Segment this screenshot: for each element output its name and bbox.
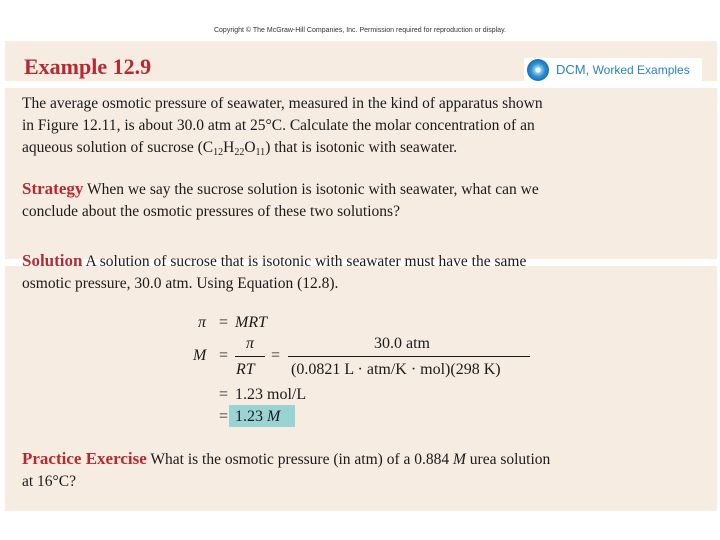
solution-line xyxy=(22,250,526,273)
strategy-text: When we say the sucrose solution is isotonic with seawater, what can we xyxy=(86,181,539,198)
fraction-bar xyxy=(235,356,265,357)
result-molarity: 1.23 mol/L xyxy=(235,386,307,403)
practice-line xyxy=(22,448,550,471)
final-answer xyxy=(235,408,280,426)
mrt-term: MRT xyxy=(235,314,267,331)
problem-text: aqueous solution of sucrose (C xyxy=(22,139,214,156)
practice-section xyxy=(22,448,550,493)
hydrogen-subscript: 22 xyxy=(234,147,245,158)
problem-statement xyxy=(22,93,543,159)
equals-sign: = xyxy=(219,386,229,403)
carbon-subscript: 12 xyxy=(213,147,224,158)
problem-line: in Figure 12.11, is about 30.0 atm at 25°C. Calculate the molar concentration of an xyxy=(22,117,535,134)
dcm-worked-examples-link[interactable] xyxy=(524,58,702,82)
practice-line: at 16°C? xyxy=(22,473,76,490)
final-answer-unit: M xyxy=(267,408,281,425)
solution-section xyxy=(22,250,526,295)
fraction-denominator-rt: RT xyxy=(236,361,255,378)
fraction-denominator: (0.0821 L · atm/K · mol)(298 K) xyxy=(291,361,501,378)
divider-band xyxy=(5,81,717,88)
equals-sign: = xyxy=(219,408,229,425)
solution-heading: Solution xyxy=(22,251,83,270)
cd-disc-icon xyxy=(527,59,549,81)
problem-line: The average osmotic pressure of seawater, measured in the kind of apparatus shown xyxy=(22,95,543,112)
strategy-line xyxy=(22,178,539,201)
equals-sign: = xyxy=(219,314,229,331)
dcm-label xyxy=(556,62,690,77)
example-title: Example 12.9 xyxy=(24,54,152,79)
dcm-label-short: DCM, xyxy=(556,62,590,77)
fraction-numerator: 30.0 atm xyxy=(374,335,430,352)
slide-page xyxy=(5,41,717,511)
equals-sign: = xyxy=(271,347,281,364)
fraction-numerator-pi: π xyxy=(246,335,255,352)
oxygen-symbol: O xyxy=(244,139,256,156)
solution-line: osmotic pressure, 30.0 atm. Using Equation (12.8). xyxy=(22,275,339,292)
practice-heading: Practice Exercise xyxy=(22,449,147,468)
practice-unit: M xyxy=(452,451,466,468)
hydrogen-symbol: H xyxy=(223,139,235,156)
problem-line xyxy=(22,137,543,159)
solution-text: A solution of sucrose that is isotonic with seawater must have the same xyxy=(85,253,527,270)
dcm-label-long: Worked Examples xyxy=(592,63,690,77)
m-symbol: M xyxy=(193,347,207,364)
problem-text: ) that is isotonic with seawater. xyxy=(265,139,458,156)
practice-text: What is the osmotic pressure (in atm) of a 0.884 xyxy=(150,451,450,468)
equals-sign: = xyxy=(219,347,229,364)
fraction-bar xyxy=(288,356,530,357)
copyright-notice: Copyright © The McGraw-Hill Companies, Inc. Permission required for reproduction or display. xyxy=(213,27,506,34)
final-answer-value: 1.23 xyxy=(235,408,263,425)
strategy-section xyxy=(22,178,539,223)
oxygen-subscript: 11 xyxy=(255,147,266,158)
practice-text: urea solution xyxy=(469,451,551,468)
strategy-line: conclude about the osmotic pressures of these two solutions? xyxy=(22,203,400,220)
pi-symbol: π xyxy=(198,314,207,331)
strategy-heading: Strategy xyxy=(22,179,84,198)
